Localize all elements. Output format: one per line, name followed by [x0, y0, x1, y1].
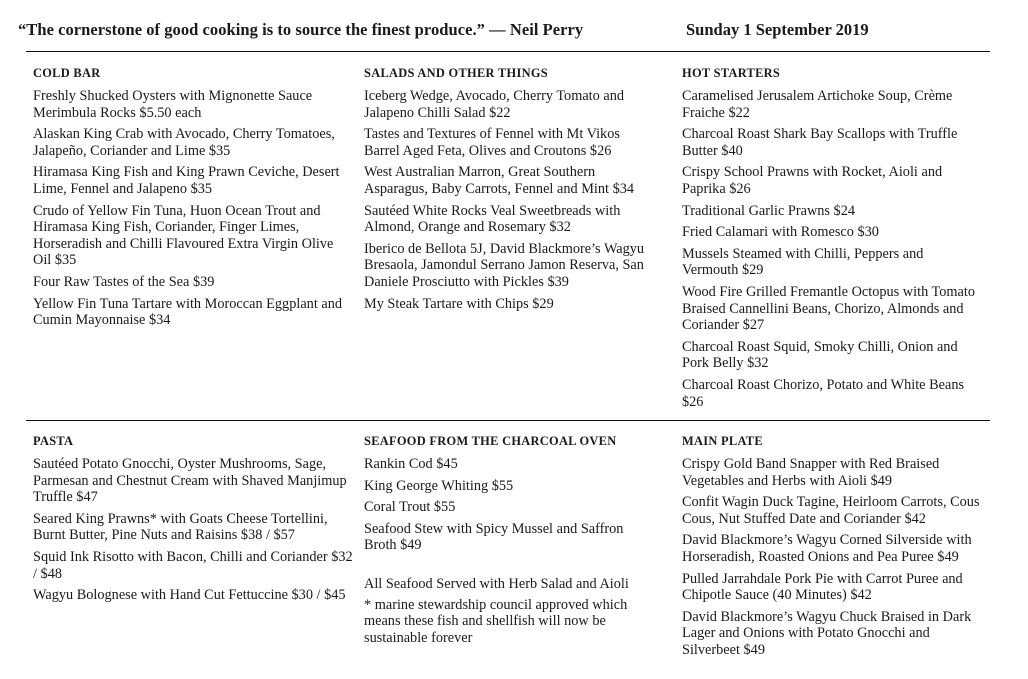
menu-item: David Blackmore’s Wagyu Chuck Braised in Dark Lager and Onions with Potato Gnocchi and Silverbeet $49 — [682, 608, 972, 658]
menu-item: Iceberg Wedge, Avocado, Cherry Tomato and Jalapeno Chilli Salad $22 — [364, 88, 625, 121]
section-title: MAIN PLATE — [682, 434, 763, 448]
section-salads — [364, 66, 656, 317]
menu-item: Charcoal Roast Squid, Smoky Chilli, Onion and Pork Belly $32 — [682, 338, 958, 372]
menu-item: Fried Calamari with Romesco $30 — [682, 224, 879, 241]
menu-item: Sautéed White Rocks Veal Sweetbreads with Almond, Orange and Rosemary $32 — [364, 202, 621, 236]
menu-item: West Australian Marron, Great Southern Asparagus, Baby Carrots, Fennel and Mint $34 — [364, 164, 635, 197]
menu-item: Charcoal Roast Chorizo, Potato and White Beans $26 — [682, 376, 965, 410]
menu-date: Sunday 1 September 2019 — [686, 20, 869, 39]
section-seafood — [364, 434, 656, 651]
section-title: SEAFOOD FROM THE CHARCOAL OVEN — [364, 434, 617, 448]
section-hot-starters — [682, 66, 982, 415]
section-title: PASTA — [33, 434, 74, 448]
menu-item: My Steak Tartare with Chips $29 — [364, 295, 554, 312]
menu-item: Crispy Gold Band Snapper with Red Braised Vegetables and Herbs with Aioli $49 — [682, 456, 940, 489]
menu-item: Iberico de Bellota 5J, David Blackmore’s Wagyu Bresaola, Jamondul Serrano Jamon Reserva, San Daniele Prosciutto with Pickles $39 — [364, 240, 645, 290]
menu-item: Sautéed Potato Gnocchi, Oyster Mushrooms, Sage, Parmesan and Chestnut Cream with Shaved Manjimup Truffle $47 — [33, 456, 347, 506]
menu-item: King George Whiting $55 — [364, 477, 514, 494]
menu-item: Freshly Shucked Oysters with Mignonette Sauce Merimbula Rocks $5.50 each — [33, 88, 313, 121]
section-title: SALADS AND OTHER THINGS — [364, 66, 548, 80]
menu-item: Wagyu Bolognese with Hand Cut Fettuccine $30 / $45 — [33, 587, 346, 604]
menu-item: Wood Fire Grilled Fremantle Octopus with Tomato Braised Cannellini Beans, Chorizo, Almonds and Coriander $27 — [682, 283, 976, 334]
menu-item: Seared King Prawns* with Goats Cheese Tortellini, Burnt Butter, Pine Nuts and Raisins $38 / $57 — [33, 510, 328, 544]
menu-item: David Blackmore’s Wagyu Corned Silverside with Horseradish, Roasted Onions and Pea Puree $49 — [682, 532, 972, 565]
top-divider — [26, 51, 990, 52]
menu-item: Squid Ink Risotto with Bacon, Chilli and Coriander $32 / $48 — [33, 548, 353, 582]
menu-item: Charcoal Roast Shark Bay Scallops with Truffle Butter $40 — [682, 126, 958, 159]
menu-item: Rankin Cod $45 — [364, 456, 458, 472]
menu-item: Pulled Jarrahdale Pork Pie with Carrot Puree and Chipotle Sauce (40 Minutes) $42 — [682, 570, 963, 604]
menu-item: Traditional Garlic Prawns $24 — [682, 202, 856, 219]
menu-item: Alaskan King Crab with Avocado, Cherry Tomatoes, Jalapeño, Coriander and Lime $35 — [33, 126, 335, 159]
menu-item: Caramelised Jerusalem Artichoke Soup, Crème Fraiche $22 — [682, 88, 953, 121]
seafood-note: All Seafood Served with Herb Salad and Aioli — [364, 575, 629, 592]
section-cold-bar — [33, 66, 353, 334]
menu-item: Crispy School Prawns with Rocket, Aioli and Paprika $26 — [682, 164, 943, 197]
menu-item: Confit Wagin Duck Tagine, Heirloom Carrots, Cous Cous, Nut Stuffed Date and Coriander $42 — [682, 494, 980, 527]
menu-item: Hiramasa King Fish and King Prawn Ceviche, Desert Lime, Fennel and Jalapeno $35 — [33, 164, 340, 197]
menu-item: Yellow Fin Tuna Tartare with Moroccan Eggplant and Cumin Mayonnaise $34 — [33, 295, 343, 329]
menu-item: Mussels Steamed with Chilli, Peppers and Vermouth $29 — [682, 245, 924, 279]
middle-divider — [26, 420, 990, 421]
header-quote: “The cornerstone of good cooking is to source the finest produce.” — Neil Perry — [18, 20, 584, 39]
section-main-plate — [682, 434, 982, 664]
sustainability-footnote: * marine stewardship council approved which means these fish and shellfish will now be sustainable forever — [364, 596, 628, 646]
menu-item: Tastes and Textures of Fennel with Mt Vikos Barrel Aged Feta, Olives and Croutons $26 — [364, 126, 620, 159]
spacer — [364, 559, 656, 576]
section-title: HOT STARTERS — [682, 66, 781, 80]
section-pasta — [33, 434, 353, 609]
menu-header — [0, 0, 1028, 52]
menu-item: Four Raw Tastes of the Sea $39 — [33, 273, 215, 290]
section-title: COLD BAR — [33, 66, 101, 80]
menu-item: Crudo of Yellow Fin Tuna, Huon Ocean Trout and Hiramasa King Fish, Coriander, Finger Limes, Horseradish and Chilli Flavoured Extra Virgin Olive Oil $35 — [33, 202, 334, 269]
menu-item: Seafood Stew with Spicy Mussel and Saffron Broth $49 — [364, 520, 624, 554]
menu-item: Coral Trout $55 — [364, 499, 456, 516]
